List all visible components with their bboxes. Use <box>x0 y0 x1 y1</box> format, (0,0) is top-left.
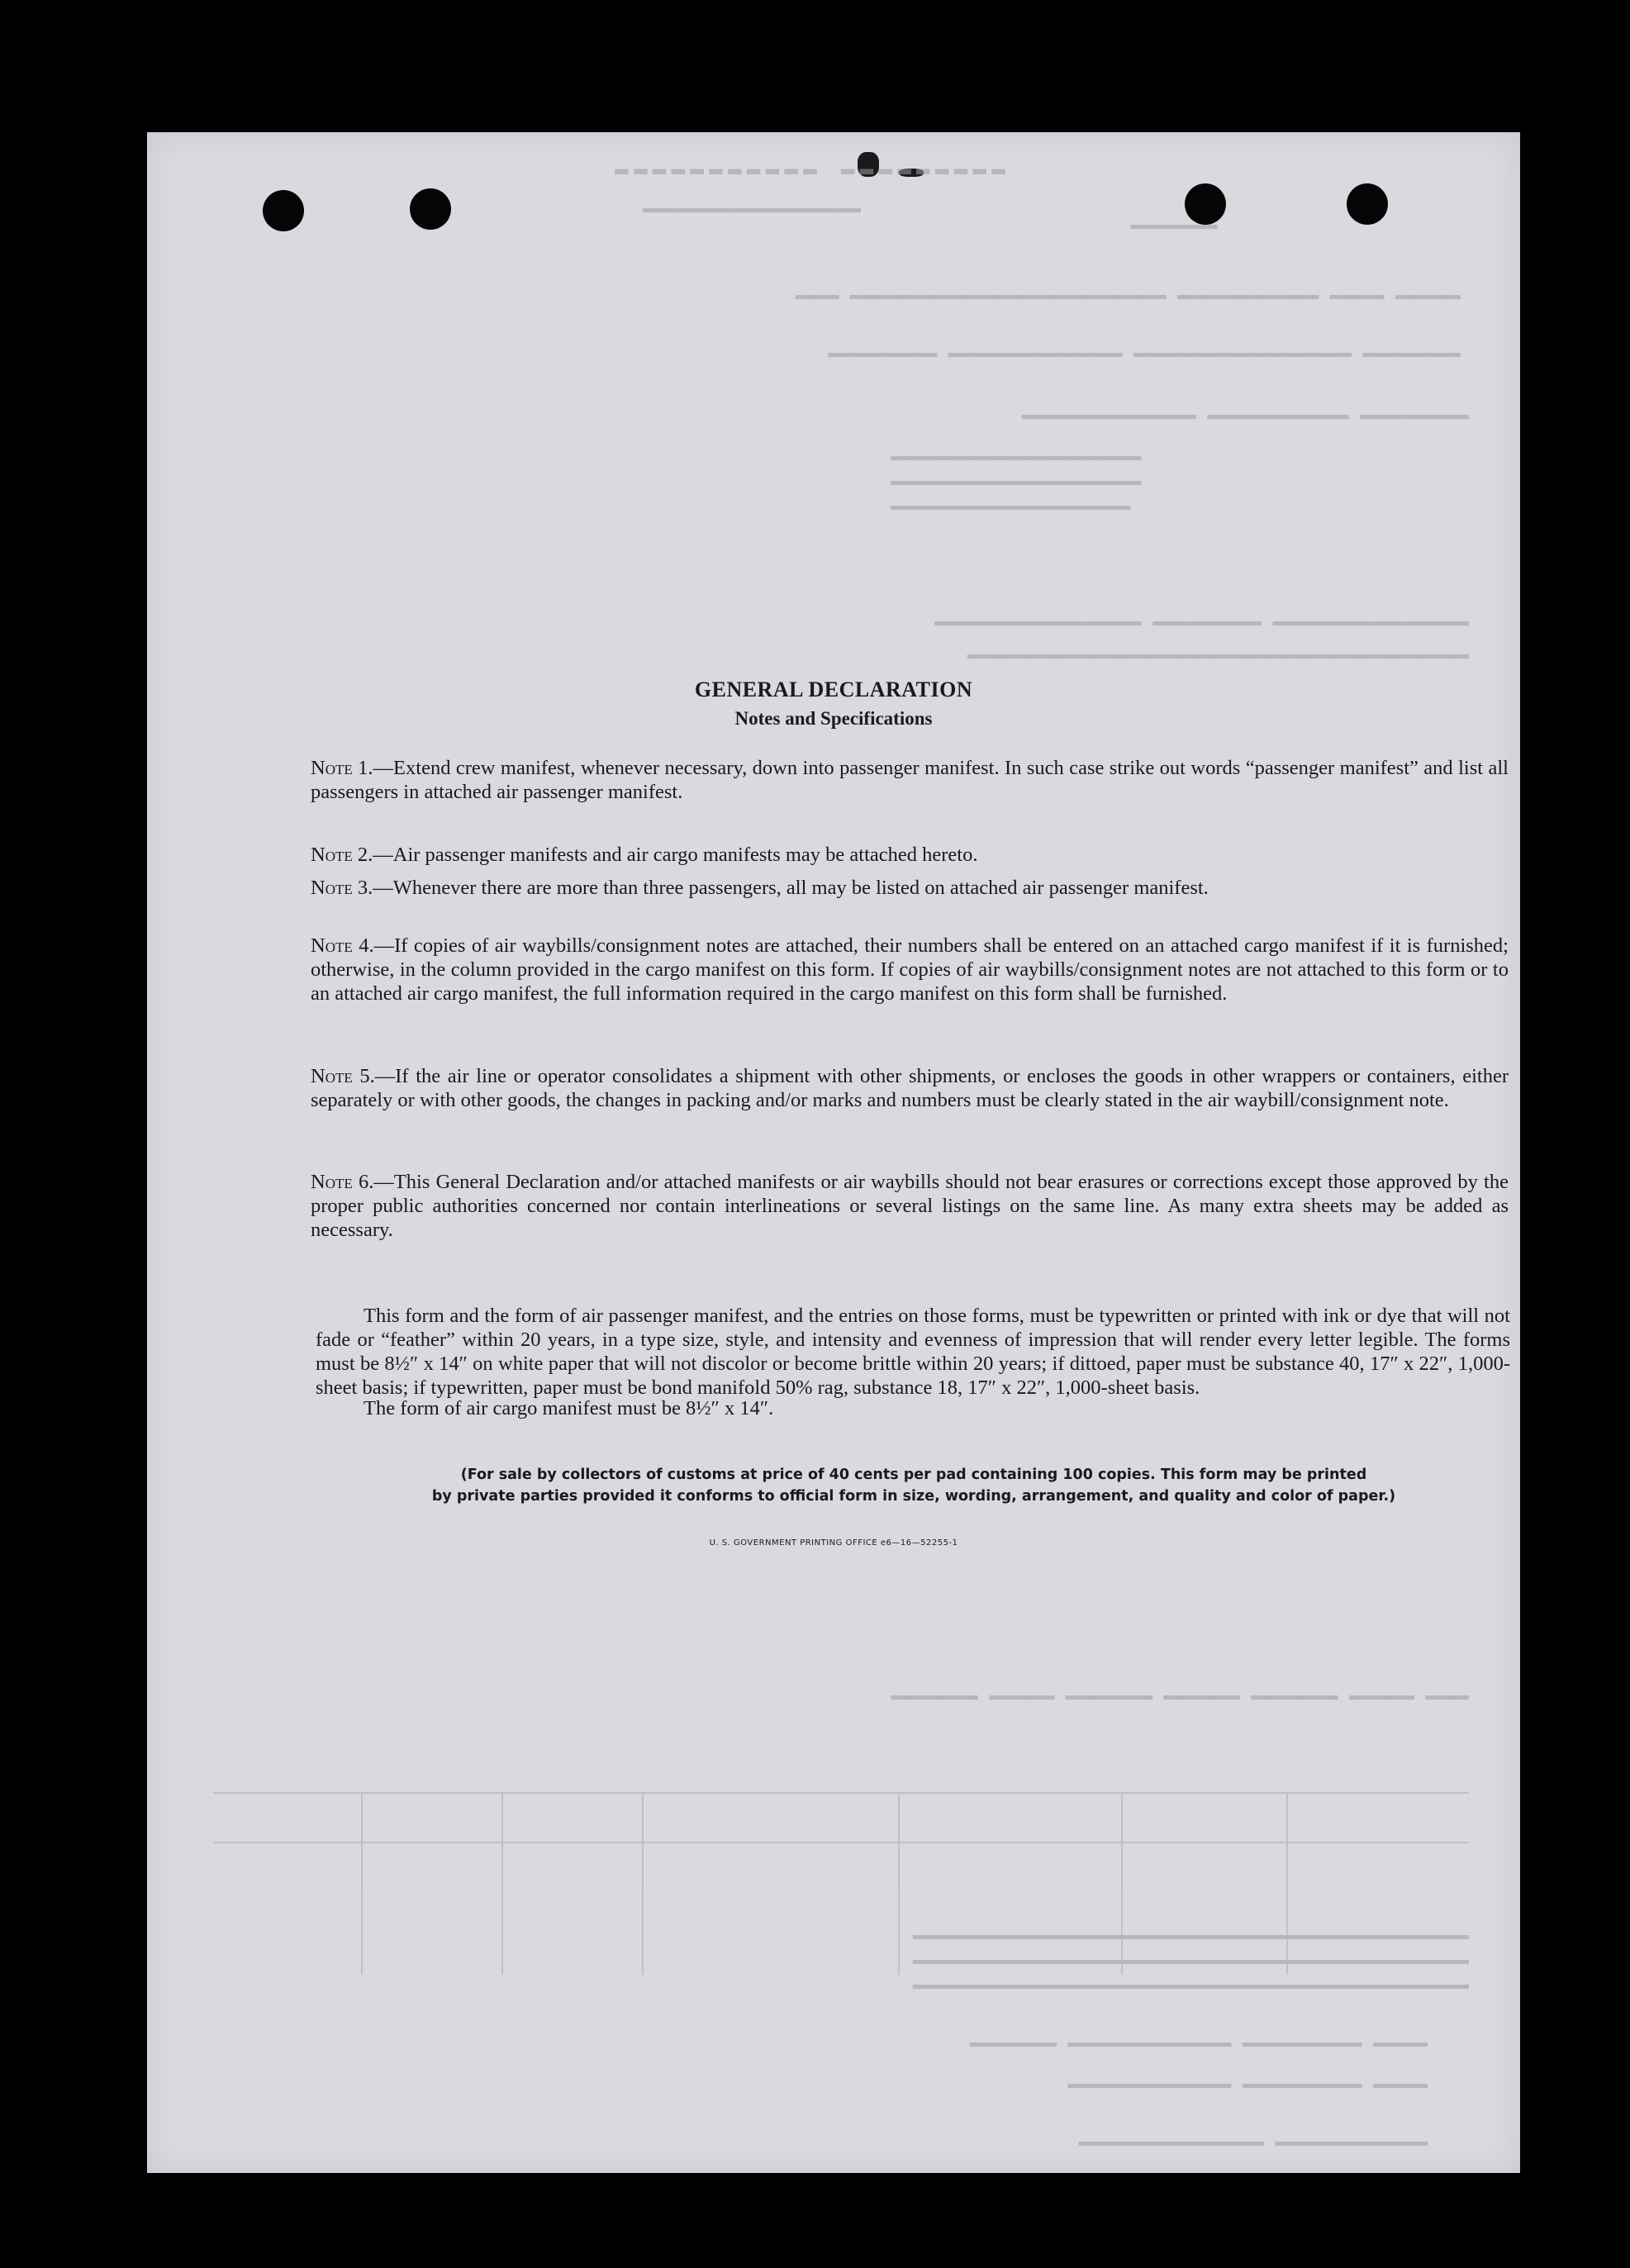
cargo-size-line: The form of air cargo manifest must be 8½″ x 14″. <box>364 1397 774 1419</box>
sale-notice-line-1: (For sale by collectors of customs at price of 40 cents per pad containing 100 copies. This form may be printed <box>460 1467 1367 1483</box>
document-page: ▬▬▬▬▬▬▬▬▬ ▬▬▬▬▬▬▬▬▬▬▬ ▬▬▬▬▬▬▬▬▬▬▬▬▬▬▬▬▬▬▬▬ ▬▬▬▬▬▬▬▬ ▬▬▬▬▬▬ ▬▬▬▬▬ ▬▬▬▬▬▬▬▬▬▬▬▬▬ ▬▬▬▬▬▬▬▬▬▬▬▬▬▬▬▬▬▬▬▬▬▬▬▬▬▬▬▬▬ ▬▬▬▬ ▬▬▬▬▬▬▬▬▬ ▬▬▬▬▬▬▬▬▬▬▬▬▬▬▬▬▬▬▬▬ ▬▬▬▬▬▬▬▬▬▬▬▬▬▬▬▬ ▬▬▬▬▬▬▬▬▬▬ ▬▬▬▬▬▬▬▬▬▬ ▬▬▬▬▬▬▬▬▬▬▬▬▬ ▬▬▬▬▬▬▬▬▬▬▬▬▬▬▬▬ ▬▬▬▬▬▬▬▬▬▬▬▬▬▬▬▬▬▬▬▬▬▬▬ ▬▬▬▬▬▬▬▬▬▬▬▬▬▬▬▬▬▬▬▬▬▬▬ ▬▬▬▬▬▬▬▬▬▬▬▬▬▬▬▬▬▬▬▬▬▬ ▬▬▬▬▬▬▬▬▬▬▬▬▬▬▬▬▬▬ ▬▬▬▬▬▬▬▬▬▬ ▬▬▬▬▬▬▬▬▬▬▬▬▬▬▬▬▬▬▬ ▬▬▬▬▬▬▬▬▬▬▬▬▬▬▬▬▬▬▬▬▬▬▬▬▬▬▬▬▬▬▬▬▬▬▬▬▬▬▬▬▬▬▬▬▬▬ ▬▬▬▬ ▬▬▬▬▬▬ ▬▬▬▬▬▬▬▬ ▬▬▬▬▬▬▬ ▬▬▬▬▬▬▬▬ ▬▬▬▬▬▬ ▬▬▬▬▬▬▬▬ ▬▬▬▬▬▬▬▬▬▬▬▬▬▬▬▬▬▬▬▬▬▬▬▬▬▬▬▬▬▬▬▬▬▬▬▬▬▬▬▬▬▬▬▬▬▬▬▬▬▬▬ ▬▬▬▬▬▬▬▬▬▬▬▬▬▬▬▬▬▬▬▬▬▬▬▬▬▬▬▬▬▬▬▬▬▬▬▬▬▬▬▬▬▬▬▬▬▬▬▬▬▬▬ ▬▬▬▬▬▬▬▬▬▬▬▬▬▬▬▬▬▬▬▬▬▬▬▬▬▬▬▬▬▬▬▬▬▬▬▬▬▬▬▬▬▬▬▬▬▬▬▬▬▬▬ ▬▬▬▬▬ ▬▬▬▬▬▬▬▬▬▬▬ ▬▬▬▬▬▬▬▬▬▬▬▬▬▬▬ ▬▬▬▬▬▬▬▬ ▬▬▬▬▬ ▬▬▬▬▬▬▬▬▬▬▬ ▬▬▬▬▬▬▬▬▬▬▬▬▬▬▬ ▬▬▬▬▬▬▬▬▬▬▬▬▬▬ ▬▬▬▬▬▬▬▬▬▬▬▬▬▬▬▬▬ GENERAL DECLARATION Notes and Specifications Note 1.—Extend crew manifest, whenever necessary, down into passenger manifest. In such case strike out words “passenger manifest” and list all passengers in attached air passenger manifest. Note 2.—Air passenger manifests and air cargo manifests may be attached hereto. Note 3.—Whenever there are more than three passengers, all may be listed on attached air passenger manifest. Note 4.—If copies of air waybills/consignment notes are attached, their numbers shall be entered on an attached cargo manifest if it is furnished; otherwise, in the column provided in the cargo manifest on this form. If copies of air waybills/consignment notes are not attached to this form or to an attached air cargo manifest, the full information required in the cargo manifest on this form shall be furnished. Note 5.—If the air line or operator consolidates a shipment with other shipments, or encloses the goods in other wrappers or containers, either separately or with other goods, the changes in packing and/or marks and numbers must be clearly stated in the air waybill/consignment note. Note 6.—This General Declaration and/or attached manifests or air waybills should not bear erasures or corrections except those approved by the proper public authorities concerned nor contain interlineations or several listings on the same line. As many extra sheets may be added as necessary. This form and the form of air passenger manifest, and the entries on those forms, must be typewritten or printed with ink or dye that will not fade or “feather” within 20 years, in a type size, style, and intensity and evenness of impression that will render every letter legible. The forms must be 8½″ x 14″ on white paper that will not discolor or become brittle within 20 years; if dittoed, paper must be substance 40, 17″ x 22″, 1,000-sheet basis; if typewritten, paper must be bond manifold 50% rag, substance 18, 17″ x 22″, 1,000-sheet basis. The form of air cargo manifest must be 8½″ x 14″. (For sale by collectors of customs at price of 40 cents per pad containing 100 copies. This form may be printed by private parties provided it conforms to official form in size, wording, arrangement, and quality and color of paper.) U. S. GOVERNMENT PRINTING OFFICE e6—16—52255-1 <box>147 132 1520 2173</box>
note-text: —If the air line or operator consolidates a shipment with other shipments, or encloses the goods in other wrappers or containers, either separately or with other goods, the changes in packing and/or marks and numbers must be clearly stated in the air waybill/consignment note. <box>311 1065 1509 1111</box>
note-text: —Air passenger manifests and air cargo manifests may be attached hereto. <box>373 844 978 866</box>
note-1 <box>311 756 1509 804</box>
note-label: Note 3. <box>311 877 373 899</box>
note-label: Note 1. <box>311 757 373 779</box>
note-4 <box>311 934 1509 1006</box>
note-label: Note 4. <box>311 934 374 957</box>
note-label: Note 6. <box>311 1171 374 1193</box>
note-text: —This General Declaration and/or attached manifests or air waybills should not bear erasures or corrections except those approved by the proper public authorities concerned nor contain interlineations or several listings on the same line. As many extra sheets may be added as necessary. <box>311 1171 1509 1241</box>
note-text: —Whenever there are more than three passengers, all may be listed on attached air passenger manifest. <box>373 877 1209 899</box>
note-2 <box>311 843 1509 867</box>
note-3 <box>311 876 1509 900</box>
printing-office-line: U. S. GOVERNMENT PRINTING OFFICE e6—16—52255-1 <box>709 1538 958 1548</box>
heading: GENERAL DECLARATION <box>694 678 973 701</box>
form-specification-paragraph: This form and the form of air passenger manifest, and the entries on those forms, must be typewritten or printed with ink or dye that will not fade or “feather” within 20 years, in a type size, style, and intensity and evenness of impression that will render every letter legible. The forms must be 8½″ x 14″ on white paper that will not discolor or become brittle within 20 years; if dittoed, paper must be substance 40, 17″ x 22″, 1,000-sheet basis; if typewritten, paper must be bond manifold 50% rag, substance 18, 17″ x 22″, 1,000-sheet basis. <box>316 1305 1510 1399</box>
note-label: Note 5. <box>311 1065 375 1087</box>
declaration-notes <box>147 132 1520 2173</box>
note-6 <box>311 1170 1509 1242</box>
note-5 <box>311 1064 1509 1112</box>
note-label: Note 2. <box>311 844 373 866</box>
sale-notice-line-2: by private parties provided it conforms to official form in size, wording, arrangement, and quality and color of paper.) <box>431 1488 1396 1505</box>
subheading: Notes and Specifications <box>734 708 933 729</box>
note-text: —Extend crew manifest, whenever necessary, down into passenger manifest. In such case strike out words “passenger manifest” and list all passengers in attached air passenger manifest. <box>311 757 1509 803</box>
note-text: —If copies of air waybills/consignment notes are attached, their numbers shall be entered on an attached cargo manifest if it is furnished; otherwise, in the column provided in the cargo manifest on this form. If copies of air waybills/consignment notes are not attached to this form or to an attached air cargo manifest, the full information required in the cargo manifest on this form shall be furnished. <box>311 934 1509 1005</box>
